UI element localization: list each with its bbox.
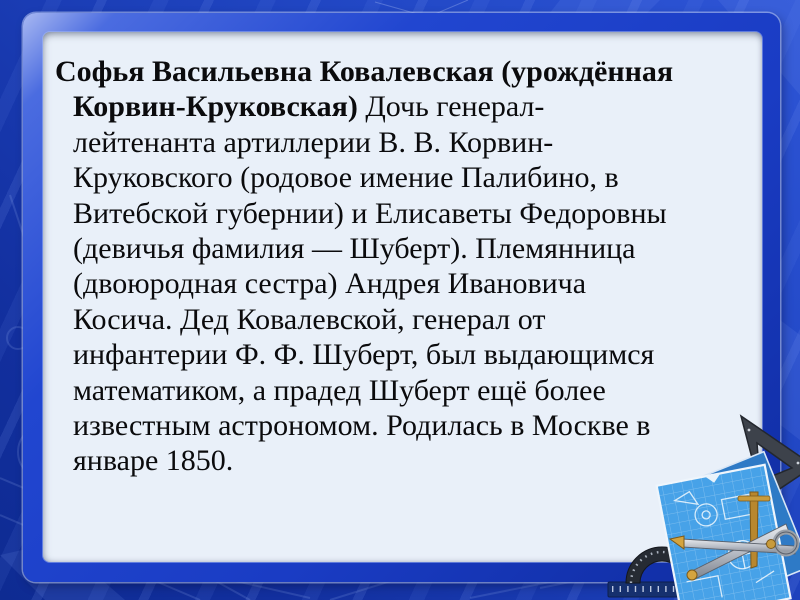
text-line: Софья Васильевна Ковалевская (урождённая: [55, 55, 674, 88]
text-line: Витебской губернии) и Елисаветы Федоровны: [73, 196, 667, 230]
text-line: (девичья фамилия — Шуберт). Племянница: [73, 232, 636, 266]
text-line: лейтенанта артиллерии В. В. Корвин-: [73, 125, 554, 159]
text-line: (двоюродная сестра) Андрея Ивановича: [73, 267, 587, 301]
text-line: Круковского (родовое имение Палибино, в: [73, 161, 619, 195]
text-line: известным астрономом. Родилась в Москве в: [73, 409, 651, 443]
text-line: математиком, а прадед Шуберт ещё более: [73, 373, 606, 407]
text-line: инфантерии Ф. Ф. Шуберт, был выдающимся: [73, 338, 655, 372]
text-line: Косича. Дед Ковалевской, генерал от: [73, 302, 546, 336]
text-line: январе 1850.: [73, 444, 234, 478]
text-line: Корвин-Круковская) Дочь генерал-: [73, 90, 545, 124]
drafting-tools-illustration: [600, 400, 800, 600]
